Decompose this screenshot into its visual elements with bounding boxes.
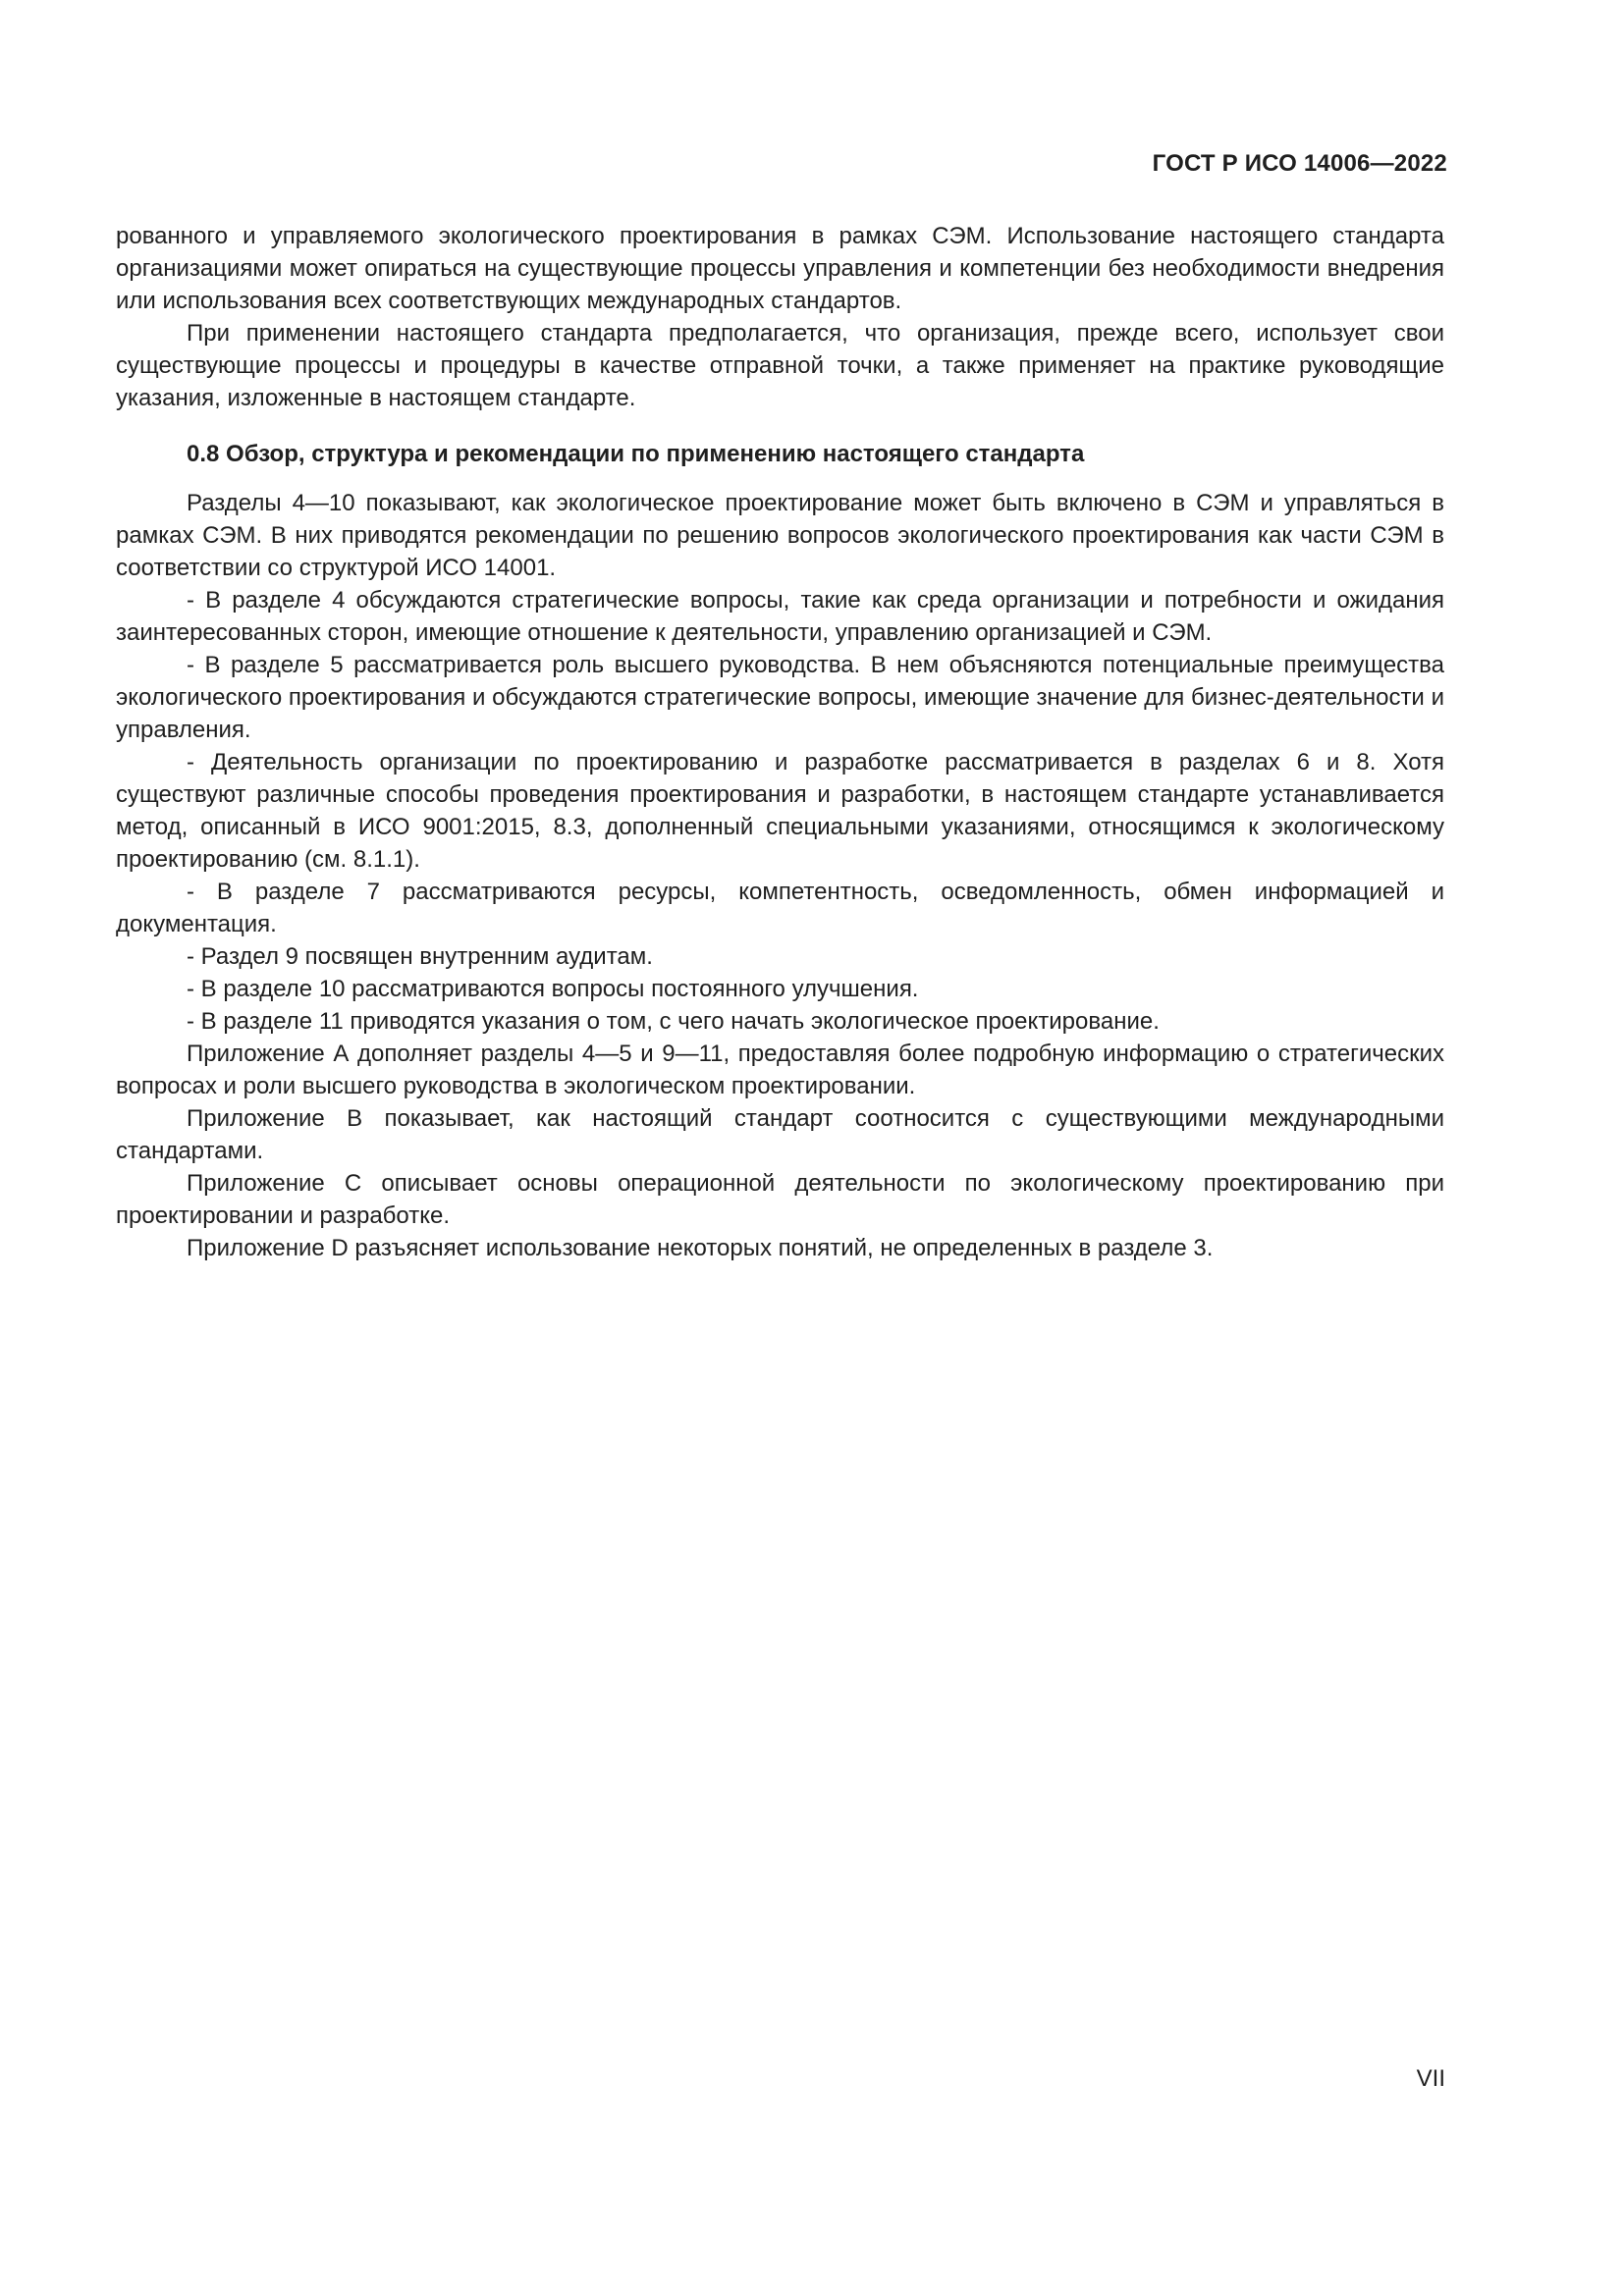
annex-description: Приложение А дополняет разделы 4—5 и 9—11, предоставляя более подробную информацию о стратегических вопросах и роли высшего руководства в экологическом проектировании. [116, 1041, 1444, 1099]
list-item: - В разделе 5 рассматривается роль высшего руководства. В нем объясняются потенциальные преимущества экологического проектирования и обсуждаются стратегические вопросы, имеющие значение для бизнес-деятельности и управления. [116, 652, 1444, 743]
list-item: - Раздел 9 посвящен внутренним аудитам. [187, 943, 653, 970]
annex-description: Приложение D разъясняет использование некоторых понятий, не определенных в разделе 3. [187, 1235, 1214, 1261]
paragraph: При применении настоящего стандарта предполагается, что организация, прежде всего, использует свои существующие процессы и процедуры в качестве отправной точки, а также применяет на практике руководящие указания, изложенные в настоящем стандарте. [116, 320, 1444, 411]
list-item: - В разделе 7 рассматриваются ресурсы, компетентность, осведомленность, обмен информацией и документация. [116, 879, 1444, 937]
paragraph-continuation: рованного и управляемого экологического проектирования в рамках СЭМ. Использование настоящего стандарта организациями может опираться на существующие процессы управления и компетенции без необходимости внедрения или использования всех соответствующих международных стандартов. [116, 223, 1444, 314]
list-item: - В разделе 4 обсуждаются стратегические вопросы, такие как среда организации и потребности и ожидания заинтересованных сторон, имеющие отношение к деятельности, управлению организацией и СЭМ. [116, 587, 1444, 646]
list-item: - Деятельность организации по проектированию и разработке рассматривается в разделах 6 и 8. Хотя существуют различные способы проведения проектирования и разработки, в настоящем стандарте устанавливается метод, описанный в ИСО 9001:2015, 8.3, дополненный специальными указаниями, относящимся к экологическому проектированию (см. 8.1.1). [116, 749, 1444, 873]
list-item: - В разделе 10 рассматриваются вопросы постоянного улучшения. [187, 976, 919, 1002]
document-header: ГОСТ Р ИСО 14006—2022 [1152, 150, 1447, 177]
page-number: VII [1416, 2065, 1445, 2092]
section-heading: 0.8 Обзор, структура и рекомендации по применению настоящего стандарта [187, 441, 1085, 467]
annex-description: Приложение В показывает, как настоящий стандарт соотносится с существующими международными стандартами. [116, 1105, 1444, 1164]
annex-description: Приложение С описывает основы операционной деятельности по экологическому проектированию при проектировании и разработке. [116, 1170, 1444, 1229]
section-intro: Разделы 4—10 показывают, как экологическое проектирование может быть включено в СЭМ и управляться в рамках СЭМ. В них приводятся рекомендации по решению вопросов экологического проектирования как части СЭМ в соответствии со структурой ИСО 14001. [116, 490, 1444, 581]
list-item: - В разделе 11 приводятся указания о том, с чего начать экологическое проектирование. [187, 1008, 1160, 1035]
document-body [116, 220, 1444, 1264]
